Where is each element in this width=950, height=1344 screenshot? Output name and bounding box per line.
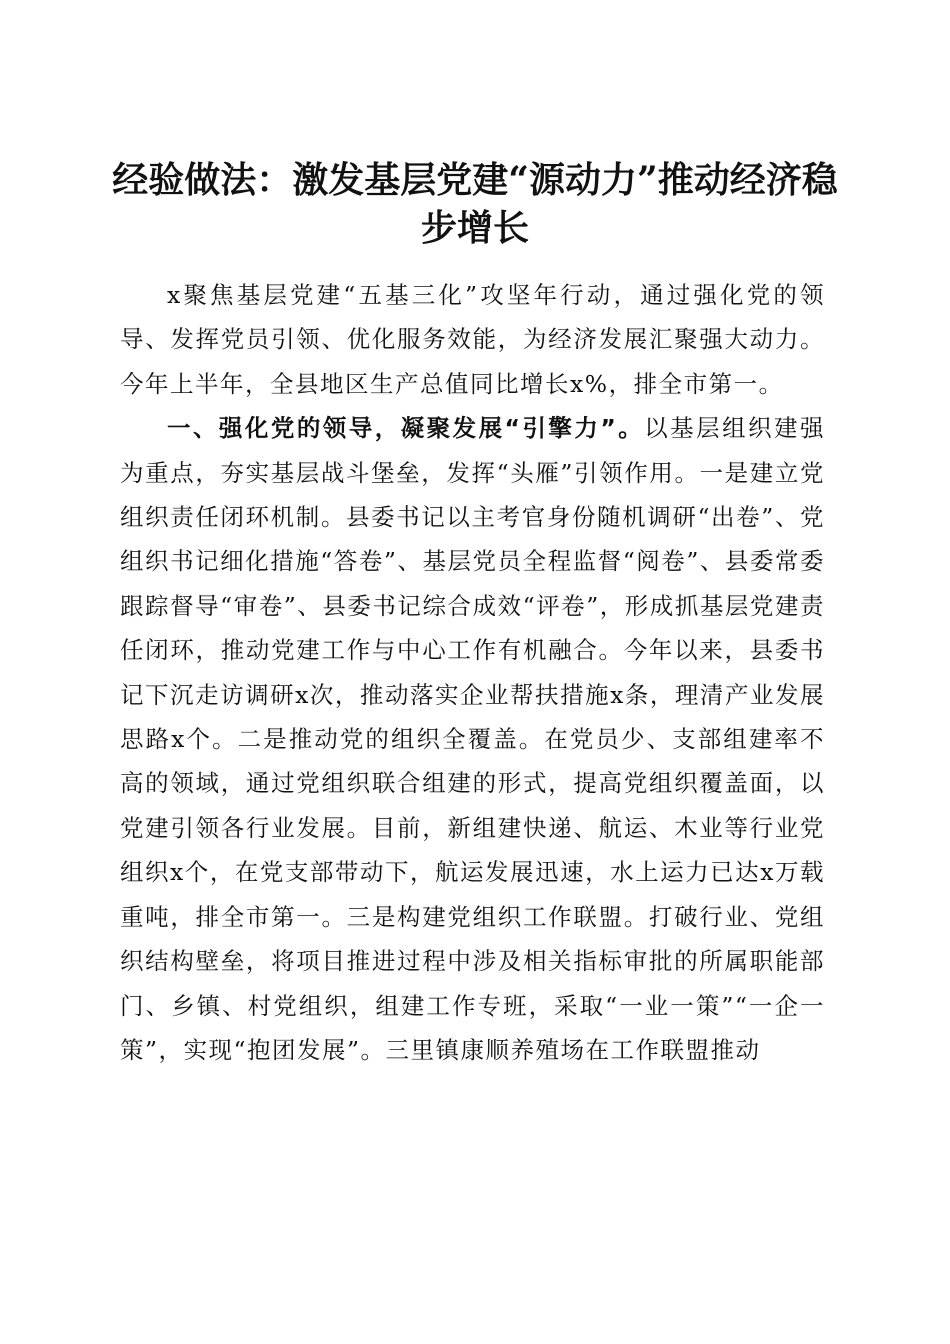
- section-1-heading: 一、强化党的领导，凝聚发展“引擎力”。: [167, 414, 645, 443]
- intro-paragraph: x聚焦基层党建“五基三化”攻坚年行动，通过强化党的领导、发挥党员引领、优化服务效能，为经济发展汇聚强大动力。今年上半年，全县地区生产总值同比增长x%，排全市第一。: [120, 281, 825, 398]
- document-title: 经验做法：激发基层党建“源动力”推动经济稳步增长: [112, 159, 838, 250]
- section-1-paragraph: [120, 406, 825, 1072]
- section-1-body: 以基层组织建强为重点，夯实基层战斗堡垒，发挥“头雁”引领作用。一是建立党组织责任闭环机制。县委书记以主考官身份随机调研“出卷”、党组织书记细化措施“答卷”、基层党员全程监督“阅卷”、县委常委跟踪督导“审卷”、县委书记综合成效“评卷”，形成抓基层党建责任闭环，推动党建工作与中心工作有机融合。今年以来，县委书记下沉走访调研x次，推动落实企业帮扶措施x条，理清产业发展思路x个。二是推动党的组织全覆盖。在党员少、支部组建率不高的领域，通过党组织联合组建的形式，提高党组织覆盖面，以党建引领各行业发展。目前，新组建快递、航运、木业等行业党组织x个，在党支部带动下，航运发展迅速，水上运力已达x万载重吨，排全市第一。三是构建党组织工作联盟。打破行业、党组织结构壁垒，将项目推进过程中涉及相关指标审批的所属职能部门、乡镇、村党组织，组建工作专班，采取“一业一策”“一企一策”，实现“抱团发展”。三里镇康顺养殖场在工作联盟推动: [120, 414, 826, 1064]
- document-body: [120, 273, 825, 1072]
